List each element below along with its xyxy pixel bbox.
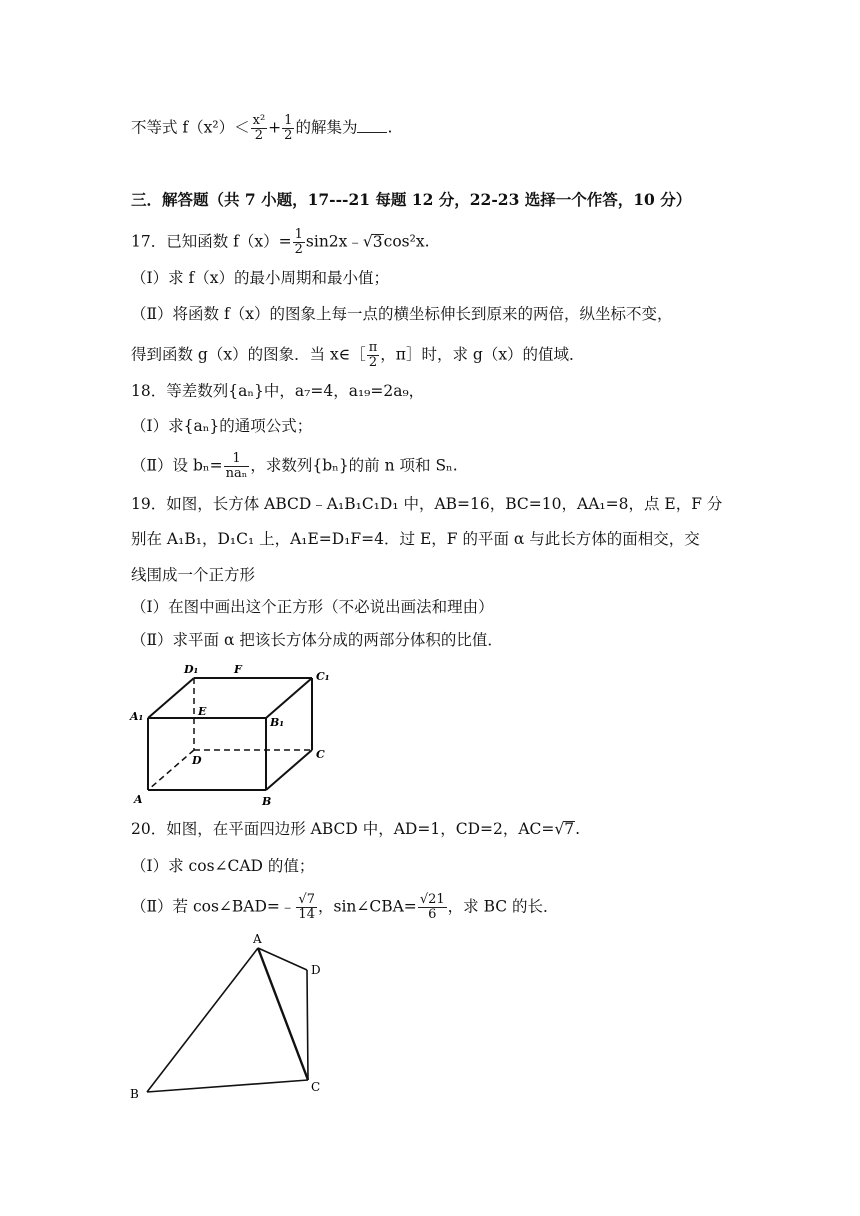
q20-part1: （Ⅰ）求 cos∠CAD 的值； — [131, 857, 315, 875]
q19-line1: 19．如图，长方体 ABCD﹣A₁B₁C₁D₁ 中，AB=16，BC=10，AA₁=8，点 E，F 分 — [131, 495, 723, 513]
q17-part2-line2: 得到函数 g（x）的图象．当 x∈［ $\frac{\pi}{2}$ ，π］时，求 g（x）的值域． — [131, 340, 585, 370]
q18-stem: 18．等差数列{aₙ}中，a₇=4，a₁₉=2a₉， — [131, 382, 425, 400]
edge-a1-d1 — [148, 678, 194, 718]
q18-fraction: $\frac{1}{\text{naₙ}}$ — [225, 451, 248, 481]
label-b1: B₁ — [270, 716, 285, 729]
label-c: C — [316, 748, 325, 761]
label-d: D — [311, 963, 321, 977]
q20-part2: （Ⅱ）若 cos∠BAD=﹣ $\frac{√7}{14}$ ，sin∠CBA= $\frac{√21}{6}$ ，求 BC 的长． — [131, 892, 559, 922]
q17-stem: 17．已知函数 f（x）= $\frac{1}{2}$ sin2x﹣√3cos²x. — [131, 227, 430, 257]
label-c1: C₁ — [316, 670, 330, 683]
q20-fraction-2: $\frac{√21}{6}$ — [419, 892, 445, 922]
q17-part2-line1: （Ⅱ）将函数 f（x）的图象上每一点的横坐标伸长到原来的两倍，纵坐标不变， — [131, 305, 673, 323]
q17-half-fraction: $\frac{1}{2}$ — [294, 227, 303, 257]
q20-stem: 20．如图，在平面四边形 ABCD 中，AD=1，CD=2，AC=√7. — [131, 820, 581, 838]
q16-fraction-2: $\frac{1}{2}$ — [284, 113, 293, 143]
segment-dc — [307, 970, 308, 1080]
edge-c-b — [266, 750, 312, 790]
label-b: B — [130, 1087, 139, 1101]
answer-blank — [357, 118, 387, 133]
label-a: A — [253, 932, 262, 946]
q17-pi-fraction: $\frac{\pi}{2}$ — [368, 340, 378, 370]
label-d1: D₁ — [184, 663, 199, 676]
segment-bc — [147, 1080, 308, 1092]
q16-line: 不等式 f（x²）＜ $\frac{\text{x²}}{2}$ + $\frac{1}{2}$ 的解集为 . — [131, 113, 393, 143]
q20-fraction-1: $\frac{√7}{14}$ — [298, 892, 315, 922]
q19-part2: （Ⅱ）求平面 α 把该长方体分成的两部分体积的比值． — [131, 631, 503, 649]
q19-line2: 别在 A₁B₁，D₁C₁ 上，A₁E=D₁F=4．过 E，F 的平面 α 与此长方体的面相交，交 — [131, 530, 700, 548]
edge-c1-b1 — [266, 678, 312, 718]
label-d: D — [192, 754, 202, 767]
segment-ab — [147, 948, 258, 1092]
cuboid-figure — [128, 660, 348, 810]
q18-part1: （Ⅰ）求{aₙ}的通项公式； — [131, 417, 313, 435]
q17-part1: （Ⅰ）求 f（x）的最小周期和最小值； — [131, 269, 390, 287]
q19-line3: 线围成一个正方形 — [131, 566, 256, 584]
quadrilateral-figure — [125, 930, 345, 1105]
label-a1: A₁ — [130, 710, 144, 723]
label-a: A — [134, 793, 143, 806]
hidden-edge-d-a — [148, 750, 194, 790]
label-f: F — [234, 663, 242, 676]
label-e: E — [198, 705, 207, 718]
q18-part2: （Ⅱ）设 bₙ= $\frac{1}{\text{naₙ}}$ ，求数列{bₙ}的前 n 项和 Sₙ. — [131, 451, 458, 481]
q16-fraction-1: $\frac{\text{x²}}{2}$ — [252, 113, 266, 143]
label-b: B — [262, 795, 272, 808]
label-c: C — [311, 1080, 321, 1094]
q19-part1: （Ⅰ）在图中画出这个正方形（不必说出画法和理由） — [131, 598, 494, 616]
section-heading: 三．解答题（共 7 小题，17---21 每题 12 分，22-23 选择一个作答，10 分） — [131, 190, 692, 209]
